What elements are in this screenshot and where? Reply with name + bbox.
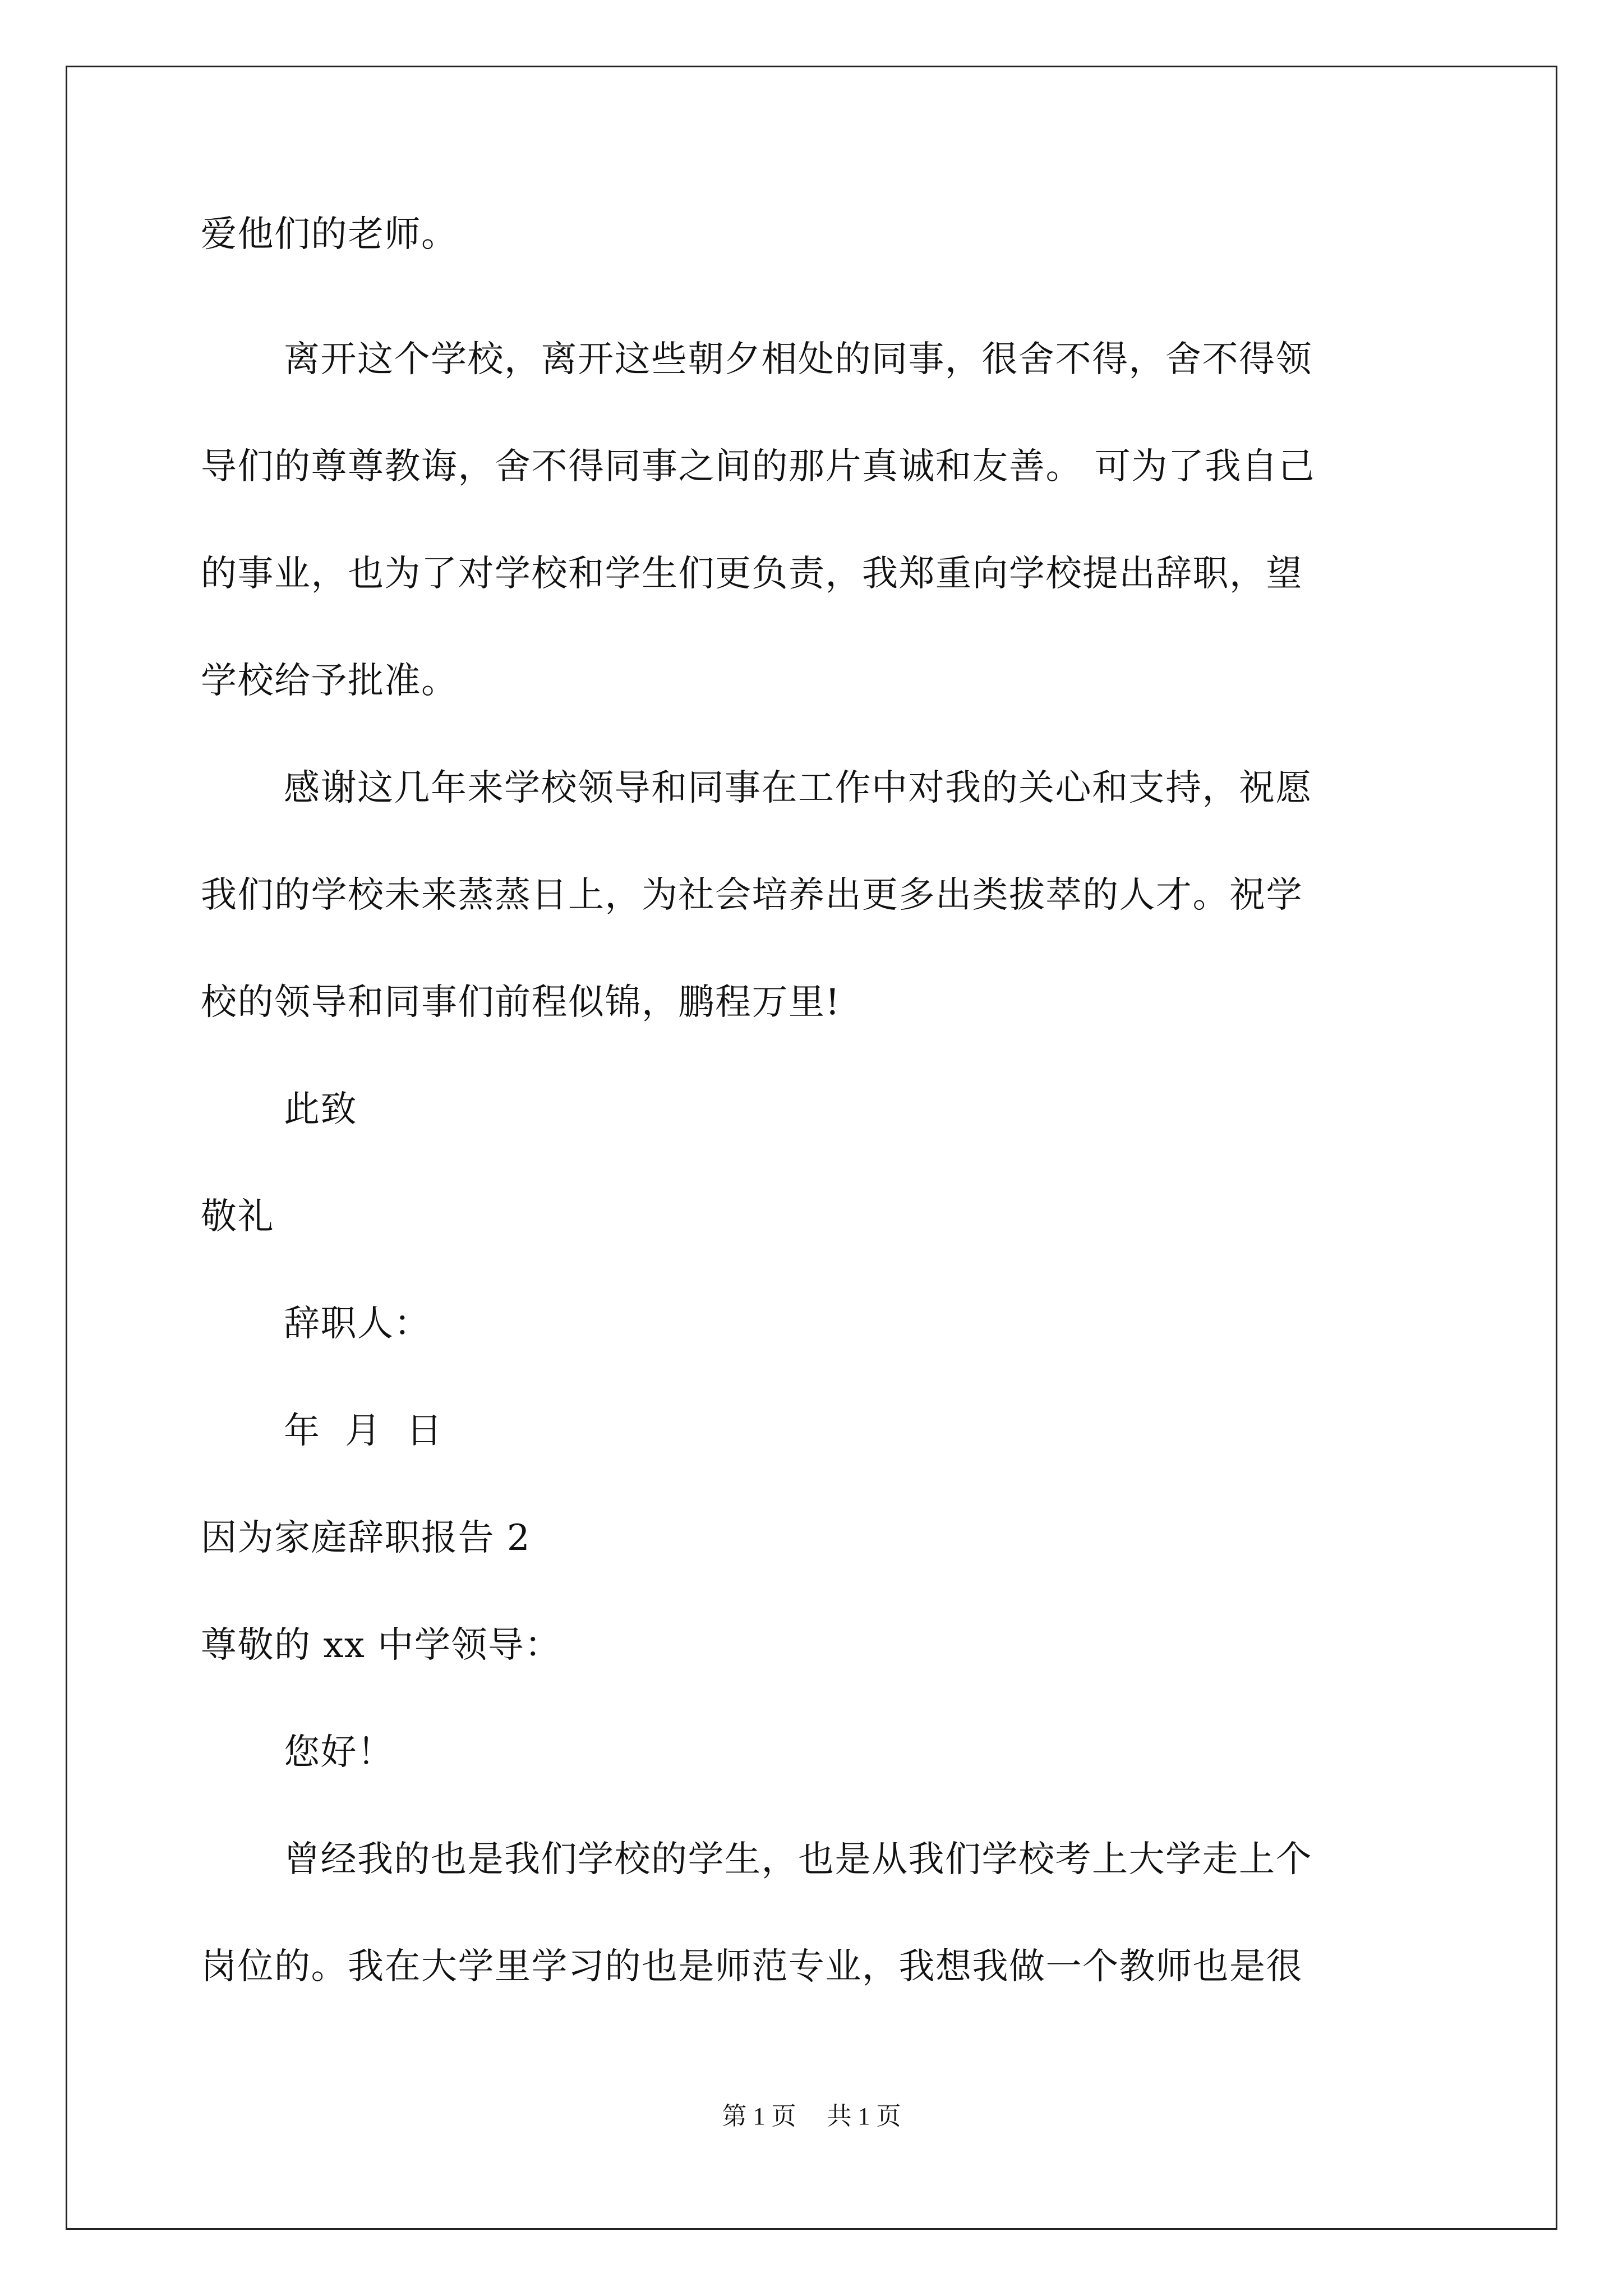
text-line: 的事业，也为了对学校和学生们更负责，我郑重向学校提出辞职，望 (201, 553, 1303, 595)
text-line: 学校给予批准。 (201, 660, 458, 702)
page-footer (0, 2101, 1623, 2132)
text-line: 校的领导和同事们前程似锦，鹏程万里! (201, 982, 841, 1023)
text-line: 离开这个学校，离开这些朝夕相处的同事，很舍不得，舍不得领 (284, 339, 1312, 380)
text-line: 辞职人： (284, 1303, 431, 1345)
text-line: 曾经我的也是我们学校的学生，也是从我们学校考上大学走上个 (284, 1839, 1312, 1880)
text-line: 岗位的。我在大学里学习的也是师范专业，我想我做一个教师也是很 (201, 1946, 1303, 1987)
page-border (66, 66, 1557, 2230)
section-heading: 因为家庭辞职报告 2 (201, 1517, 531, 1559)
text-line: 爱他们的老师。 (201, 214, 458, 255)
page-number: 第 1 页 (722, 2102, 796, 2130)
text-line: 导们的尊尊教诲，舍不得同事之间的那片真诚和友善。 可为了我自己 (201, 446, 1315, 487)
text-line: 年 月 日 (284, 1410, 443, 1452)
text-line: 此致 (284, 1089, 357, 1130)
text-line: 感谢这几年来学校领导和同事在工作中对我的关心和支持，祝愿 (284, 767, 1312, 809)
salutation: 尊敬的 xx 中学领导： (201, 1625, 561, 1666)
greeting: 您好！ (284, 1732, 394, 1773)
text-line: 敬礼 (201, 1196, 274, 1237)
text-line: 我们的学校未来蒸蒸日上，为社会培养出更多出类拔萃的人才。祝学 (201, 875, 1303, 916)
page-total: 共 1 页 (827, 2102, 901, 2130)
